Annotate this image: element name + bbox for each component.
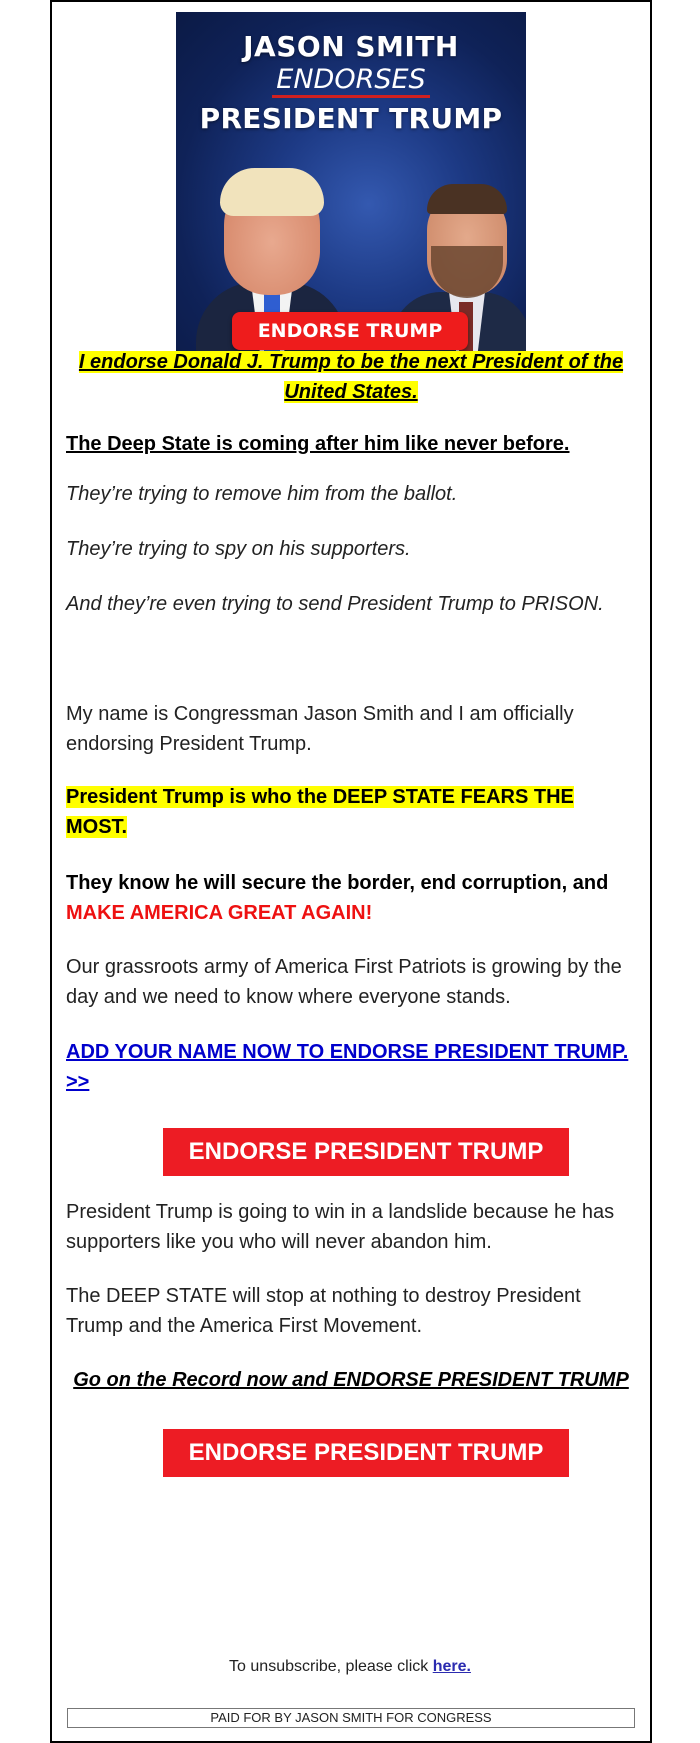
fears-paragraph xyxy=(66,782,586,842)
italic-line-prison: And they’re even trying to send President Trump to PRISON. xyxy=(66,593,604,615)
endorse-president-trump-button-2[interactable]: ENDORSE PRESIDENT TRUMP xyxy=(163,1429,569,1477)
go-on-record-line: Go on the Record now and ENDORSE PRESIDENT TRUMP xyxy=(73,1369,629,1391)
hero-title-president: PRESIDENT TRUMP xyxy=(199,102,503,135)
deep-state-line: The Deep State is coming after him like never before. xyxy=(66,433,570,455)
fears-text-b: DEEP STATE FEARS THE MOST. xyxy=(66,786,574,838)
maga-text: MAKE AMERICA GREAT AGAIN! xyxy=(66,902,373,924)
intro-paragraph: My name is Congressman Jason Smith and I am officially endorsing President Trump. xyxy=(66,703,574,755)
add-your-name-link[interactable]: ADD YOUR NAME NOW TO ENDORSE PRESIDENT TRUMP. >> xyxy=(66,1041,629,1093)
know-text: They know he will secure the border, end corruption, and xyxy=(66,872,609,894)
smith-hair xyxy=(427,184,507,214)
deep-state-stop-paragraph: The DEEP STATE will stop at nothing to destroy President Trump and the America First Movement. xyxy=(66,1285,581,1337)
hero-endorses-text: ENDORSES xyxy=(272,64,429,98)
endorse-president-trump-button[interactable]: ENDORSE PRESIDENT TRUMP xyxy=(163,1128,569,1176)
landslide-paragraph: President Trump is going to win in a landslide because he has supporters like you who will never abandon him. xyxy=(66,1201,615,1253)
trump-hair xyxy=(220,168,324,216)
hero-endorsement-image[interactable] xyxy=(176,12,526,362)
hero-title-name: JASON SMITH xyxy=(243,30,459,63)
paid-for-disclaimer: PAID FOR BY JASON SMITH FOR CONGRESS xyxy=(67,1708,635,1728)
fears-text-a: President Trump is who the xyxy=(66,786,333,808)
hero-endorse-trump-button[interactable]: ENDORSE TRUMP xyxy=(232,312,468,350)
know-paragraph xyxy=(66,868,636,928)
italic-line-spy: They’re trying to spy on his supporters. xyxy=(66,538,411,560)
email-container xyxy=(50,0,652,1743)
headline-text: I endorse Donald J. Trump to be the next President of the United States. xyxy=(78,351,624,403)
headline-paragraph xyxy=(66,347,636,407)
unsubscribe-link[interactable]: here. xyxy=(432,1658,471,1675)
italic-line-ballot: They’re trying to remove him from the ballot. xyxy=(66,483,458,505)
add-name-paragraph xyxy=(66,1037,636,1097)
hero-title-endorses xyxy=(176,64,526,95)
unsubscribe-line xyxy=(52,1658,648,1676)
grassroots-paragraph: Our grassroots army of America First Patriots is growing by the day and we need to know where everyone stands. xyxy=(66,956,622,1008)
unsubscribe-text: To unsubscribe, please click xyxy=(229,1658,433,1675)
smith-beard xyxy=(431,246,503,298)
